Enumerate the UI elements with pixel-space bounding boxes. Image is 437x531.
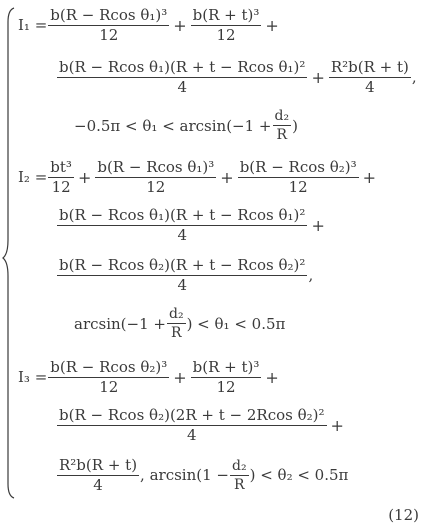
i3-line-2: $\frac{\text{b(R − Rcos θ₂)(2R + t − 2Rcos θ₂)²}}{4}$ +	[59, 406, 344, 444]
i1-term-3: $\frac{\text{b(R − Rcos θ₁)(R + t − Rcos θ₁)²}}{4}$	[59, 58, 306, 96]
i2-term-4: $\frac{\text{b(R − Rcos θ₁)(R + t − Rcos θ₁)²}}{4}$	[59, 206, 306, 244]
left-brace	[0, 0, 20, 531]
i2-line-1: I₂ = $\frac{\text{bt³}}{12}$ + $\frac{\text{b(R − Rcos θ₁)³}}{12}$ + $\frac{\text{b(R − Rcos θ₂)³}}{12}$ +	[18, 158, 377, 196]
i2-term-3: $\frac{\text{b(R − Rcos θ₂)³}}{12}$	[239, 158, 357, 196]
i3-line-3: $\frac{\text{R²b(R + t)}}{4}$ , arcsin(1 − $\frac{\text{d₂}}{R}$ ) < θ₂ < 0.5π	[59, 456, 349, 494]
i1-lhs: I₁ =	[18, 16, 48, 34]
i3-term-1: $\frac{\text{b(R − Rcos θ₂)³}}{12}$	[50, 358, 168, 396]
i1-cond-frac: $\frac{\text{d₂}}{R}$	[274, 108, 290, 143]
i1-line-1: I₁ = $\frac{\text{b(R − Rcos θ₁)³}}{12}$ + $\frac{\text{b(R + t)³}}{12}$ +	[18, 6, 279, 44]
i2-term-2: $\frac{\text{b(R − Rcos θ₁)³}}{12}$	[97, 158, 215, 196]
i2-line-3: $\frac{\text{b(R − Rcos θ₂)(R + t − Rcos θ₂)²}}{4}$ ,	[59, 256, 314, 294]
i2-cond-frac: $\frac{\text{d₂}}{R}$	[168, 306, 184, 341]
i1-term-2: $\frac{\text{b(R + t)³}}{12}$	[192, 6, 260, 44]
i1-term-4: $\frac{\text{R²b(R + t)}}{4}$	[330, 58, 409, 96]
i3-cond-frac: $\frac{\text{d₂}}{R}$	[232, 457, 247, 493]
i3-line-1: I₃ = $\frac{\text{b(R − Rcos θ₂)³}}{12}$ + $\frac{\text{b(R + t)³}}{12}$ +	[18, 358, 279, 396]
i1-condition: −0.5π < θ₁ < arcsin(−1 + $\frac{\text{d₂}}{R}$ )	[74, 108, 298, 143]
i2-term-5: $\frac{\text{b(R − Rcos θ₂)(R + t − Rcos θ₂)²}}{4}$	[59, 256, 306, 294]
equation-number: (12)	[388, 506, 419, 524]
i1-line-2: $\frac{\text{b(R − Rcos θ₁)(R + t − Rcos θ₁)²}}{4}$ + $\frac{\text{R²b(R + t)}}{4}$ ,	[59, 58, 417, 96]
i2-term-1: $\frac{\text{bt³}}{12}$	[50, 158, 72, 196]
i2-condition: arcsin(−1 + $\frac{\text{d₂}}{R}$ ) < θ₁ < 0.5π	[74, 306, 286, 341]
i2-line-2: $\frac{\text{b(R − Rcos θ₁)(R + t − Rcos θ₁)²}}{4}$ +	[59, 206, 325, 244]
i3-lhs: I₃ =	[18, 368, 48, 386]
i3-term-3: $\frac{\text{b(R − Rcos θ₂)(2R + t − 2Rcos θ₂)²}}{4}$	[59, 406, 325, 444]
i3-condition: , arcsin(1 −	[140, 466, 229, 484]
i3-term-4: $\frac{\text{R²b(R + t)}}{4}$	[59, 456, 138, 494]
i2-lhs: I₂ =	[18, 168, 48, 186]
i3-term-2: $\frac{\text{b(R + t)³}}{12}$	[192, 358, 260, 396]
i1-term-1: $\frac{\text{b(R − Rcos θ₁)³}}{12}$	[50, 6, 168, 44]
